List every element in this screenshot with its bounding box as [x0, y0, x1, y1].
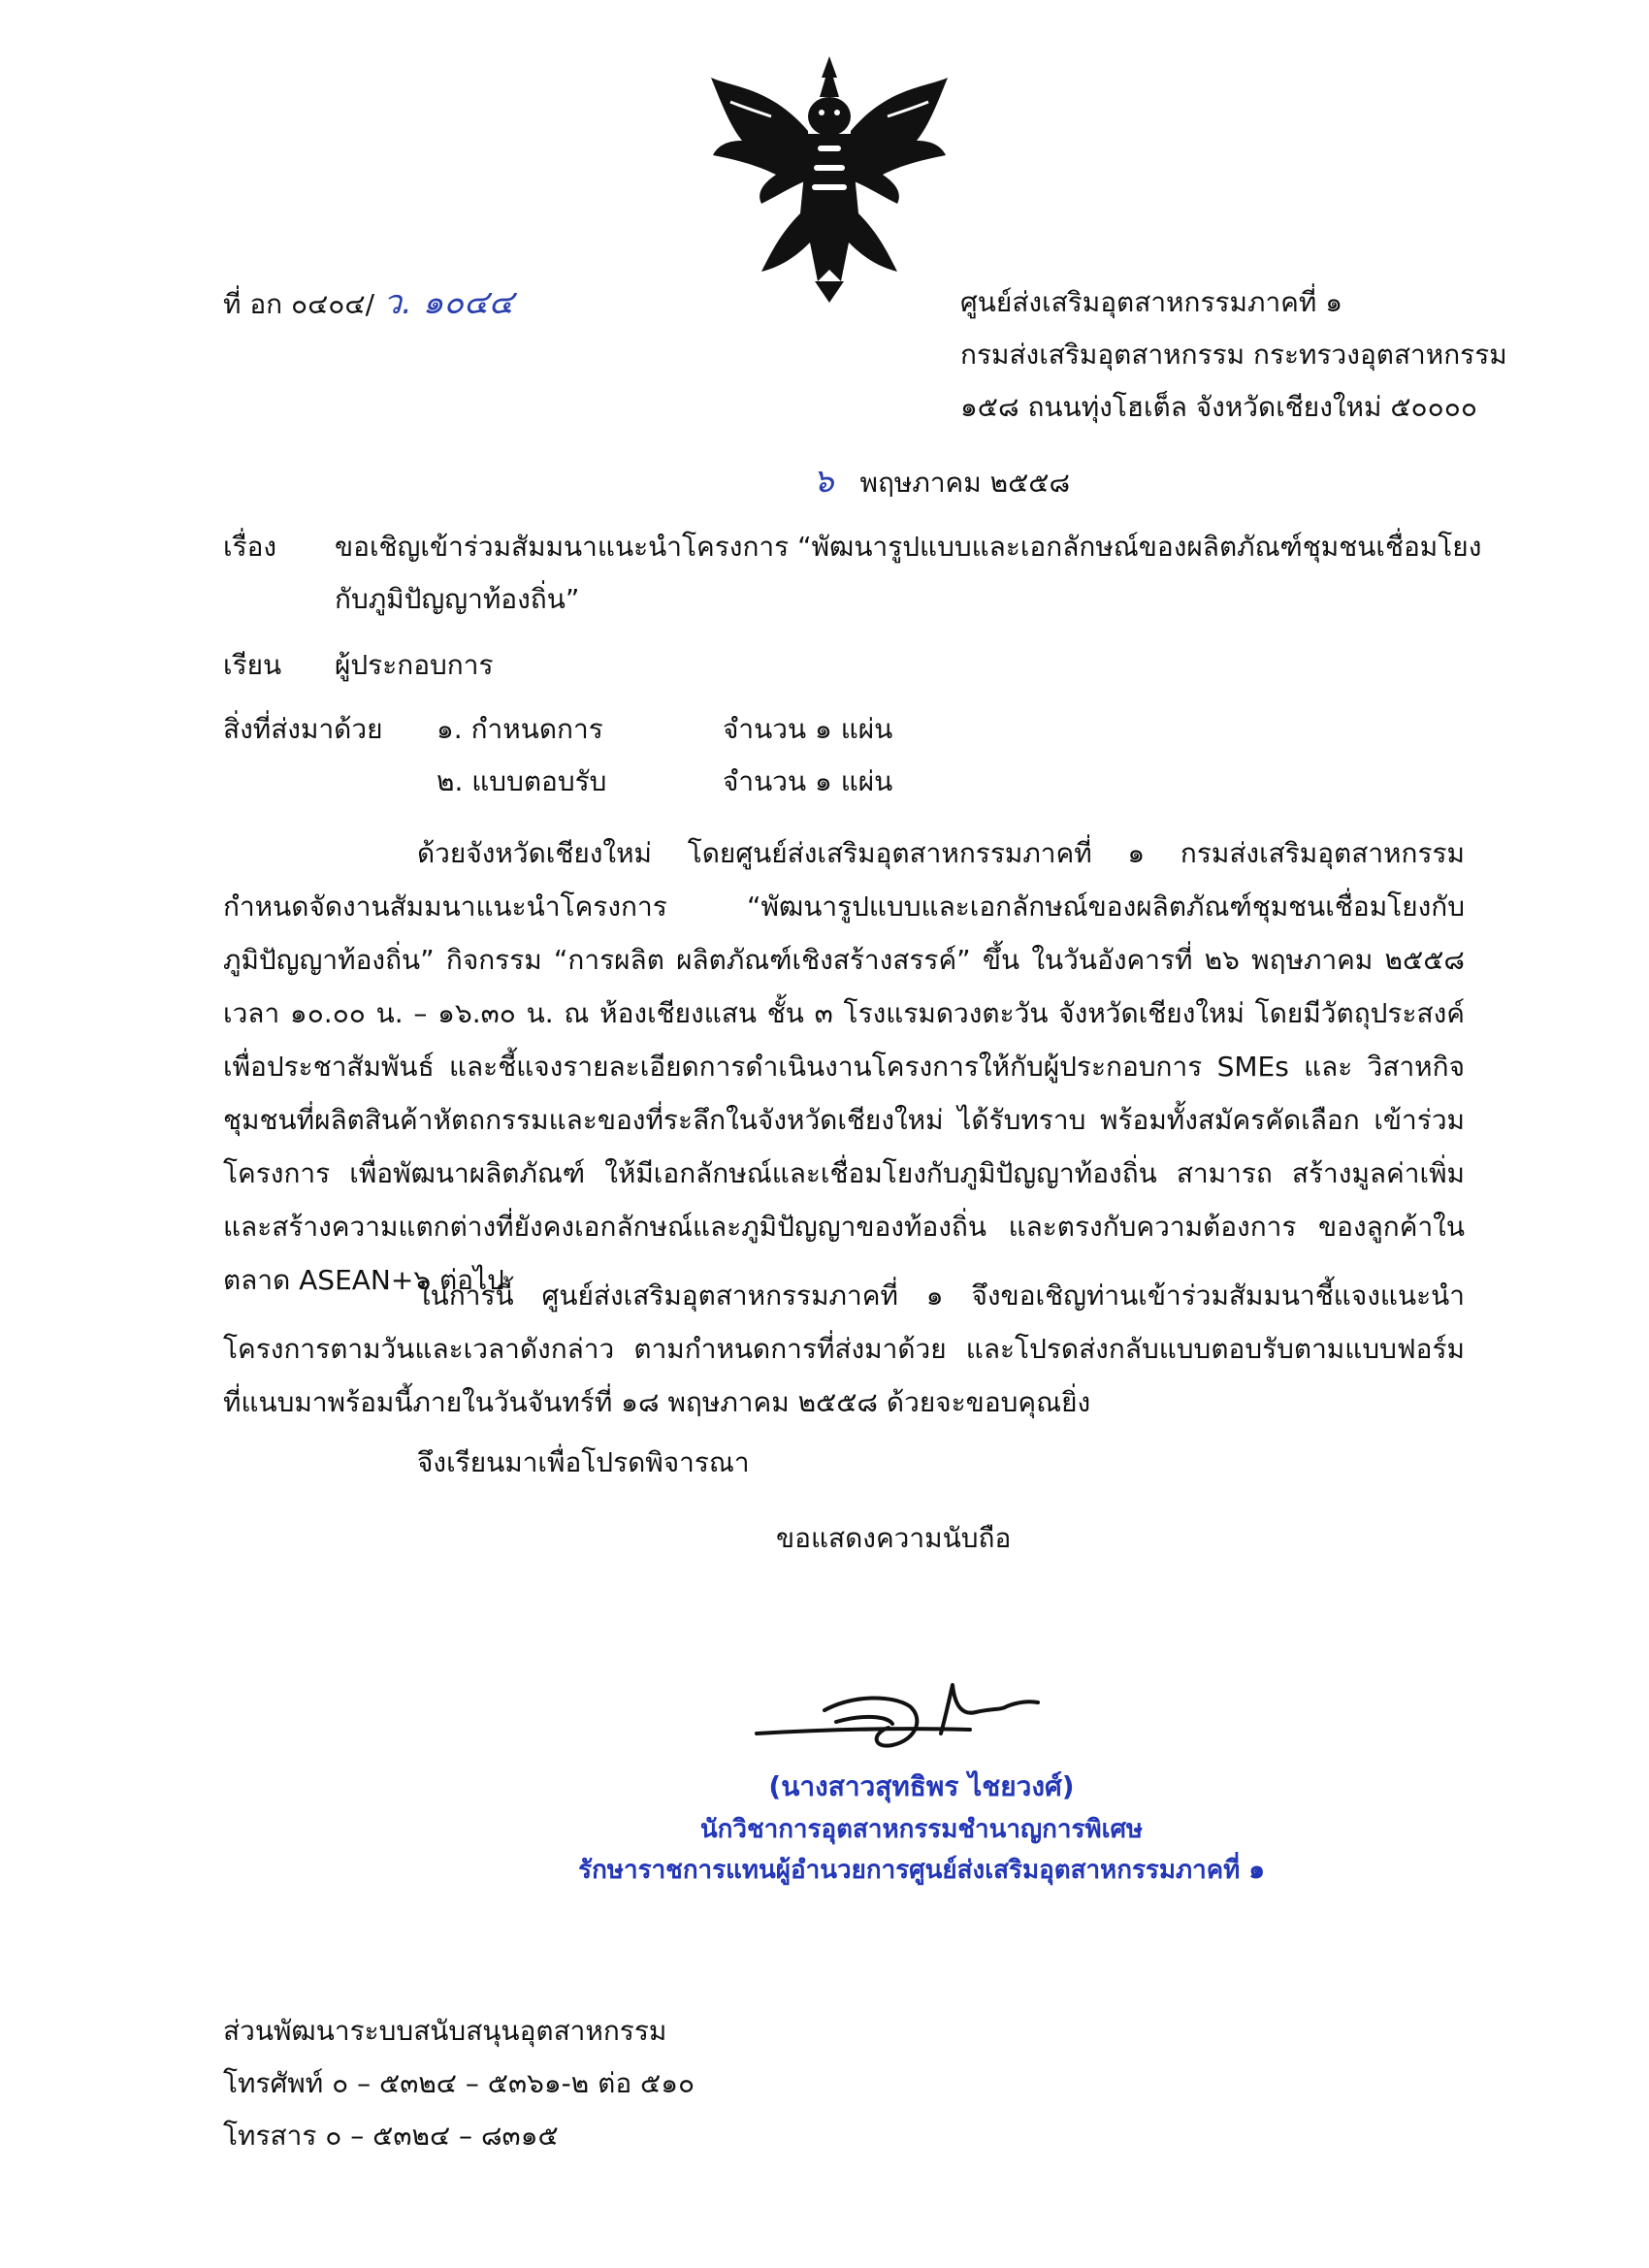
complimentary-close: ขอแสดงความนับถือ	[776, 1522, 1012, 1554]
attachment-item-qty: จำนวน ๑ แผ่น	[723, 765, 893, 797]
body-paragraph-2	[223, 1269, 1465, 1434]
letter-date	[813, 462, 1070, 502]
recipient-label: เรียน	[223, 649, 282, 681]
attachments-label: สิ่งที่ส่งมาด้วย	[223, 713, 383, 745]
garuda-emblem-icon	[703, 49, 955, 306]
subject-line-1: ขอเชิญเข้าร่วมสัมมนาแนะนำโครงการ “พัฒนารูปแบบและเอกลักษณ์ของผลิตภัณฑ์ชุมชนเชื่อมโยง	[335, 531, 1482, 563]
body-paragraph-1-text: ด้วยจังหวัดเชียงใหม่ โดยศูนย์ส่งเสริมอุตสาหกรรมภาคที่ ๑ กรมส่งเสริมอุตสาหกรรม กำหนดจัดงานสัมมนาแนะนำโครงการ “พัฒนารูปแบบและเอกลักษณ์ของผลิตภัณฑ์ชุมชนเชื่อมโยงกับภูมิปัญญาท้องถิ่น” กิจกรรม “การผลิต ผลิตภัณฑ์เชิงสร้างสรรค์” ขึ้น ในวันอังคารที่ ๒๖ พฤษภาคม ๒๕๕๘ เวลา ๑๐.๐๐ น. – ๑๖.๓๐ น. ณ ห้องเชียงแสน ชั้น ๓ โรงแรมดวงตะวัน จังหวัดเชียงใหม่ โดยมีวัตถุประสงค์ เพื่อประชาสัมพันธ์ และชี้แจงรายละเอียดการดำเนินงานโครงการให้กับผู้ประกอบการ SMEs และ วิสาหกิจชุมชนที่ผลิตสินค้าหัตถกรรมและของที่ระลึกในจังหวัดเชียงใหม่ ได้รับทราบ พร้อมทั้งสมัครคัดเลือก เข้าร่วมโครงการ เพื่อพัฒนาผลิตภัณฑ์ ให้มีเอกลักษณ์และเชื่อมโยงกับภูมิปัญญาท้องถิ่น สามารถ สร้างมูลค่าเพิ่มและสร้างความแตกต่างที่ยังคงเอกลักษณ์และภูมิปัญญาของท้องถิ่น และตรงกับความต้องการ ของลูกค้าในตลาด ASEAN+๖ ต่อไป	[223, 837, 1465, 1296]
org-line-1: ศูนย์ส่งเสริมอุตสาหกรรมภาคที่ ๑	[960, 286, 1343, 318]
signatory-name: (นางสาวสุทธิพร ไชยวงศ์)	[768, 1770, 1075, 1802]
recipient-value: ผู้ประกอบการ	[335, 649, 494, 681]
date-day-handwritten: ๖	[813, 462, 834, 501]
handwritten-signature	[747, 1673, 1067, 1761]
closing-request: จึงเรียนมาเพื่อโปรดพิจารณา	[417, 1446, 750, 1478]
org-address: ๑๕๘ ถนนทุ่งโฮเต็ล จังหวัดเชียงใหม่ ๕๐๐๐๐	[960, 391, 1477, 423]
signatory-position: นักวิชาการอุตสาหกรรมชำนาญการพิเศษ	[699, 1815, 1144, 1844]
body-paragraph-2-text: ในการนี้ ศูนย์ส่งเสริมอุตสาหกรรมภาคที่ ๑ จึงขอเชิญท่านเข้าร่วมสัมมนาชี้แจงแนะนำ โครงการตามวันและเวลาดังกล่าว ตามกำหนดการที่ส่งมาด้วย และโปรดส่งกลับแบบตอบรับตามแบบฟอร์ม ที่แนบมาพร้อมนี้ภายในวันจันทร์ที่ ๑๘ พฤษภาคม ๒๕๕๘ ด้วยจะขอบคุณยิ่ง	[223, 1280, 1465, 1418]
org-line-2: กรมส่งเสริมอุตสาหกรรม กระทรวงอุตสาหกรรม	[960, 339, 1507, 371]
attachment-item-name: ๒. แบบตอบรับ	[436, 765, 607, 797]
reference-prefix: ที่ อก ๐๔๐๔/	[223, 288, 375, 320]
signatory-acting-position: รักษาราชการแทนผู้อำนวยการศูนย์ส่งเสริมอุตสาหกรรมภาคที่ ๑	[578, 1856, 1265, 1885]
attachment-item-qty: จำนวน ๑ แผ่น	[723, 713, 893, 745]
subject-line-2: กับภูมิปัญญาท้องถิ่น”	[335, 583, 580, 615]
reference-number	[223, 283, 513, 324]
reference-handwritten: ว. ๑๐๔๔	[382, 283, 514, 322]
footer-department: ส่วนพัฒนาระบบสนับสนุนอุตสาหกรรม	[223, 2015, 667, 2047]
body-paragraph-1	[223, 826, 1465, 1296]
footer-fax: โทรสาร ๐ – ๕๓๒๔ – ๘๓๑๕	[223, 2120, 559, 2152]
attachment-item-name: ๑. กำหนดการ	[436, 713, 603, 745]
subject-label: เรื่อง	[223, 531, 277, 563]
date-month-year: พฤษภาคม ๒๕๕๘	[859, 467, 1071, 499]
footer-phone: โทรศัพท์ ๐ – ๕๓๒๔ – ๕๓๖๑-๒ ต่อ ๕๑๐	[223, 2067, 695, 2099]
